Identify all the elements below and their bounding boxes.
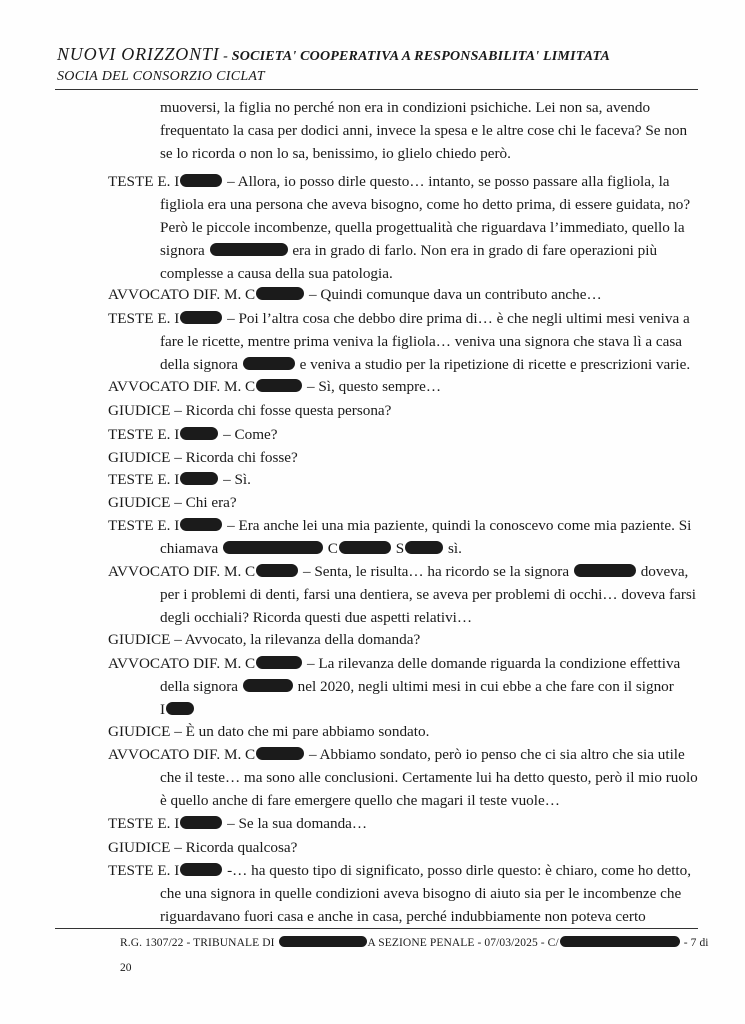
transcript-line: AVVOCATO DIF. M. C – Quindi comunque dava un contributo anche… [108,286,602,303]
transcript-line: GIUDICE – Ricorda qualcosa? [108,839,298,856]
footer-reference: R.G. 1307/22 - TRIBUNALE DI A SEZIONE PENALE - 07/03/2025 - C/ - 7 di [120,937,709,949]
transcript-line: TESTE E. I – Poi l’altra cosa che debbo dire prima di… è che negli ultimi mesi veniva a [108,310,690,327]
speaker-label: AVVOCATO DIF. M. C [108,378,256,395]
speaker-label: TESTE E. I [108,426,180,443]
speech-text: – Allora, io posso dirle questo… intanto, se posso passare alla figliola, la [223,173,670,190]
redaction-mark [180,174,222,187]
transcript-line: TESTE E. I – Se la sua domanda… [108,815,368,832]
redaction-mark [180,518,222,531]
redaction-mark [560,936,680,947]
redaction-mark [180,816,222,829]
speaker-label: TESTE E. I [108,173,180,190]
redaction-mark [180,427,218,440]
redaction-mark [256,747,304,760]
transcript-line: è quello anche di fare emergere quello che magari il teste vuole… [160,792,560,809]
transcript-line: muoversi, la figlia no perché non era in condizioni psichiche. Lei non sa, avendo [160,99,651,116]
transcript-line: della signora e veniva a studio per la ripetizione di ricette e prescrizioni varie. [160,356,691,373]
transcript-line: complesse a causa della sua patologia. [160,265,393,282]
speaker-label: AVVOCATO DIF. M. C [108,563,256,580]
transcript-line: fare le ricette, mentre prima veniva la figliola… veniva una signora che stava lì a casa [160,333,683,350]
speaker-label: AVVOCATO DIF. M. C [108,655,256,672]
redaction-mark [180,311,222,324]
transcript-line: che una signora in quelle condizioni aveva bisogno di aiuto sia per le incombenze che [160,885,682,902]
header-rule [55,89,698,90]
redaction-mark [180,863,222,876]
transcript-line: GIUDICE – È un dato che mi pare abbiamo sondato. [108,723,430,740]
redaction-mark [256,379,302,392]
redaction-mark [223,541,323,554]
header-company-type: - SOCIETA' COOPERATIVA A RESPONSABILITA' LIMITATA [219,49,610,64]
transcript-line: TESTE E. I – Era anche lei una mia paziente, quindi la conoscevo come mia paziente. Si [108,517,692,534]
redaction-mark [180,472,218,485]
redaction-mark [574,564,636,577]
transcript-line: AVVOCATO DIF. M. C – Abbiamo sondato, però io penso che ci sia altro che sia utile [108,746,685,763]
redaction-mark [243,357,295,370]
transcript-line: riguardavano fuori casa e anche in casa, perché indubbiamente non poteva certo [160,908,646,925]
transcript-line: se lo ricorda o non lo sa, benissimo, io glielo chiedo però. [160,145,511,162]
redaction-mark [210,243,288,256]
redaction-mark [405,541,443,554]
transcript-line [108,172,670,192]
page-total: 20 [120,962,132,974]
transcript-line: AVVOCATO DIF. M. C – Senta, le risulta… ha ricordo se la signora doveva, [108,563,689,580]
redaction-mark [256,564,298,577]
transcript-line: Però le piccole incombenze, quella progettualità che riguardava l’immediato, quello la [160,219,685,236]
transcript-line: figliola era una persona che aveva bisogno, come ho detto prima, di essere guidata, no? [160,196,691,213]
transcript-line: GIUDICE – Chi era? [108,494,237,511]
transcript-line: GIUDICE – Avvocato, la rilevanza della domanda? [108,631,421,648]
redaction-mark [339,541,391,554]
transcript-line: chiamava C S sì. [160,540,462,557]
redaction-mark [243,679,293,692]
redaction-mark [256,287,304,300]
transcript-line: per i problemi di denti, farsi una dentiera, se aveva per problemi di occhi… doveva farsi [160,586,697,603]
transcript-line: frequentato la casa per dodici anni, invece la spesa e le altre cose chi le faceva? Se non [160,122,688,139]
redaction-mark [256,656,302,669]
header-subtitle: SOCIA DEL CONSORZIO CICLAT [57,69,265,84]
speaker-label: TESTE E. I [108,862,180,879]
redaction-mark [166,702,194,715]
transcript-line: I [160,700,195,720]
transcript-line: GIUDICE – Ricorda chi fosse questa persona? [108,402,392,419]
redaction-mark [279,936,367,947]
transcript-line: signora era in grado di farlo. Non era in grado di fare operazioni più [160,242,658,259]
transcript-line: TESTE E. I – Come? [108,426,278,443]
transcript-line: GIUDICE – Ricorda chi fosse? [108,449,298,466]
transcript-line: della signora nel 2020, negli ultimi mesi in cui ebbe a che fare con il signor [160,678,674,695]
transcript-line: che il teste… ma sono alle conclusioni. Certamente lui ha detto questo, però il mio ruolo [160,769,698,786]
transcript-line: AVVOCATO DIF. M. C – La rilevanza delle domande riguarda la condizione effettiva [108,655,681,672]
transcript-line: AVVOCATO DIF. M. C – Sì, questo sempre… [108,378,442,395]
speaker-label: AVVOCATO DIF. M. C [108,286,256,303]
footer-rule [55,928,698,929]
speaker-label: AVVOCATO DIF. M. C [108,746,256,763]
speaker-label: TESTE E. I [108,517,180,534]
transcript-line: degli occhiali? Ricorda questi due aspetti relativi… [160,609,473,626]
speaker-label: TESTE E. I [108,310,180,327]
speaker-label: TESTE E. I [108,471,180,488]
speaker-label: TESTE E. I [108,815,180,832]
transcript-line: TESTE E. I – Sì. [108,471,251,488]
transcript-line: TESTE E. I -… ha questo tipo di significato, posso dirle questo: è chiaro, come ho detto, [108,862,692,879]
header-company-name: NUOVI ORIZZONTI [57,44,220,64]
header-title [57,44,707,65]
